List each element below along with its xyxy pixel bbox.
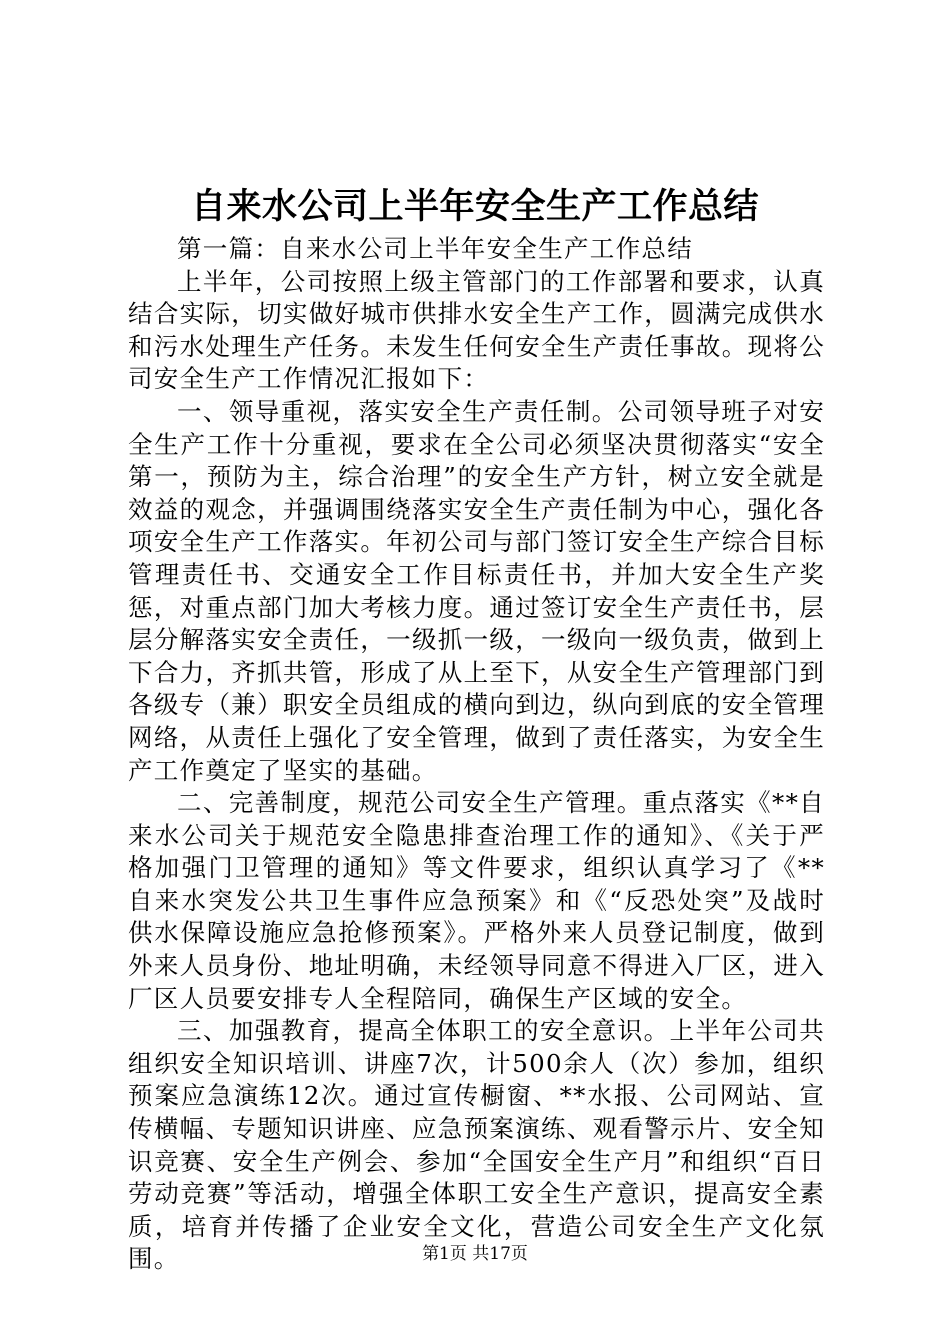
paragraph-intro: 上半年，公司按照上级主管部门的工作部署和要求，认真结合实际，切实做好城市供排水安全生产工作，圆满完成供水和污水处理生产任务。未发生任何安全生产责任事故。现将公司安全生产工作情况汇报如下： (128, 266, 825, 394)
document-title: 自来水公司上半年安全生产工作总结 (190, 186, 759, 227)
paragraph-section-2: 二、完善制度，规范公司安全生产管理。重点落实《**自来水公司关于规范安全隐患排查治理工作的通知》、《关于严格加强门卫管理的通知》等文件要求，组织认真学习了《**自来水突发公共卫生事件应急预案》和《“反恐处突”及战时供水保障设施应急抢修预案》。严格外来人员登记制度，做到外来人员身份、地址明确，未经领导同意不得进入厂区，进入厂区人员要安排专人全程陪同，确保生产区域的安全。 (128, 788, 825, 1013)
paragraph-section-3: 三、加强教育，提高全体职工的安全意识。上半年公司共组织安全知识培训、讲座7次，计500余人（次）参加，组织预案应急演练12次。通过宣传橱窗、**水报、公司网站、宣传横幅、专题知识讲座、应急预案演练、观看警示片、安全知识竞赛、安全生产例会、参加“全国安全生产月”和组织“百日劳动竞赛”等活动，增强全体职工安全生产意识，提高安全素质，培育并传播了企业安全文化，营造公司安全生产文化氛围。 (128, 1016, 825, 1274)
document-body (128, 233, 825, 1276)
paragraph-section-1: 一、领导重视，落实安全生产责任制。公司领导班子对安全生产工作十分重视，要求在全公司必须坚决贯彻落实“安全第一，预防为主，综合治理”的安全生产方针，树立安全就是效益的观念，并强调围绕落实安全生产责任制为中心，强化各项安全生产工作落实。年初公司与部门签订安全生产综合目标管理责任书、交通安全工作目标责任书，并加大安全生产奖惩，对重点部门加大考核力度。通过签订安全生产责任书，层层分解落实安全责任，一级抓一级，一级向一级负责，做到上下合力，齐抓共管，形成了从上至下，从安全生产管理部门到各级专（兼）职安全员组成的横向到边，纵向到底的安全管理网络，从责任上强化了安全管理，做到了责任落实，为安全生产工作奠定了坚实的基础。 (128, 396, 825, 785)
page-number-footer: 第1页 共17页 (422, 1244, 528, 1264)
paragraph-subtitle: 第一篇：自来水公司上半年安全生产工作总结 (177, 234, 693, 263)
